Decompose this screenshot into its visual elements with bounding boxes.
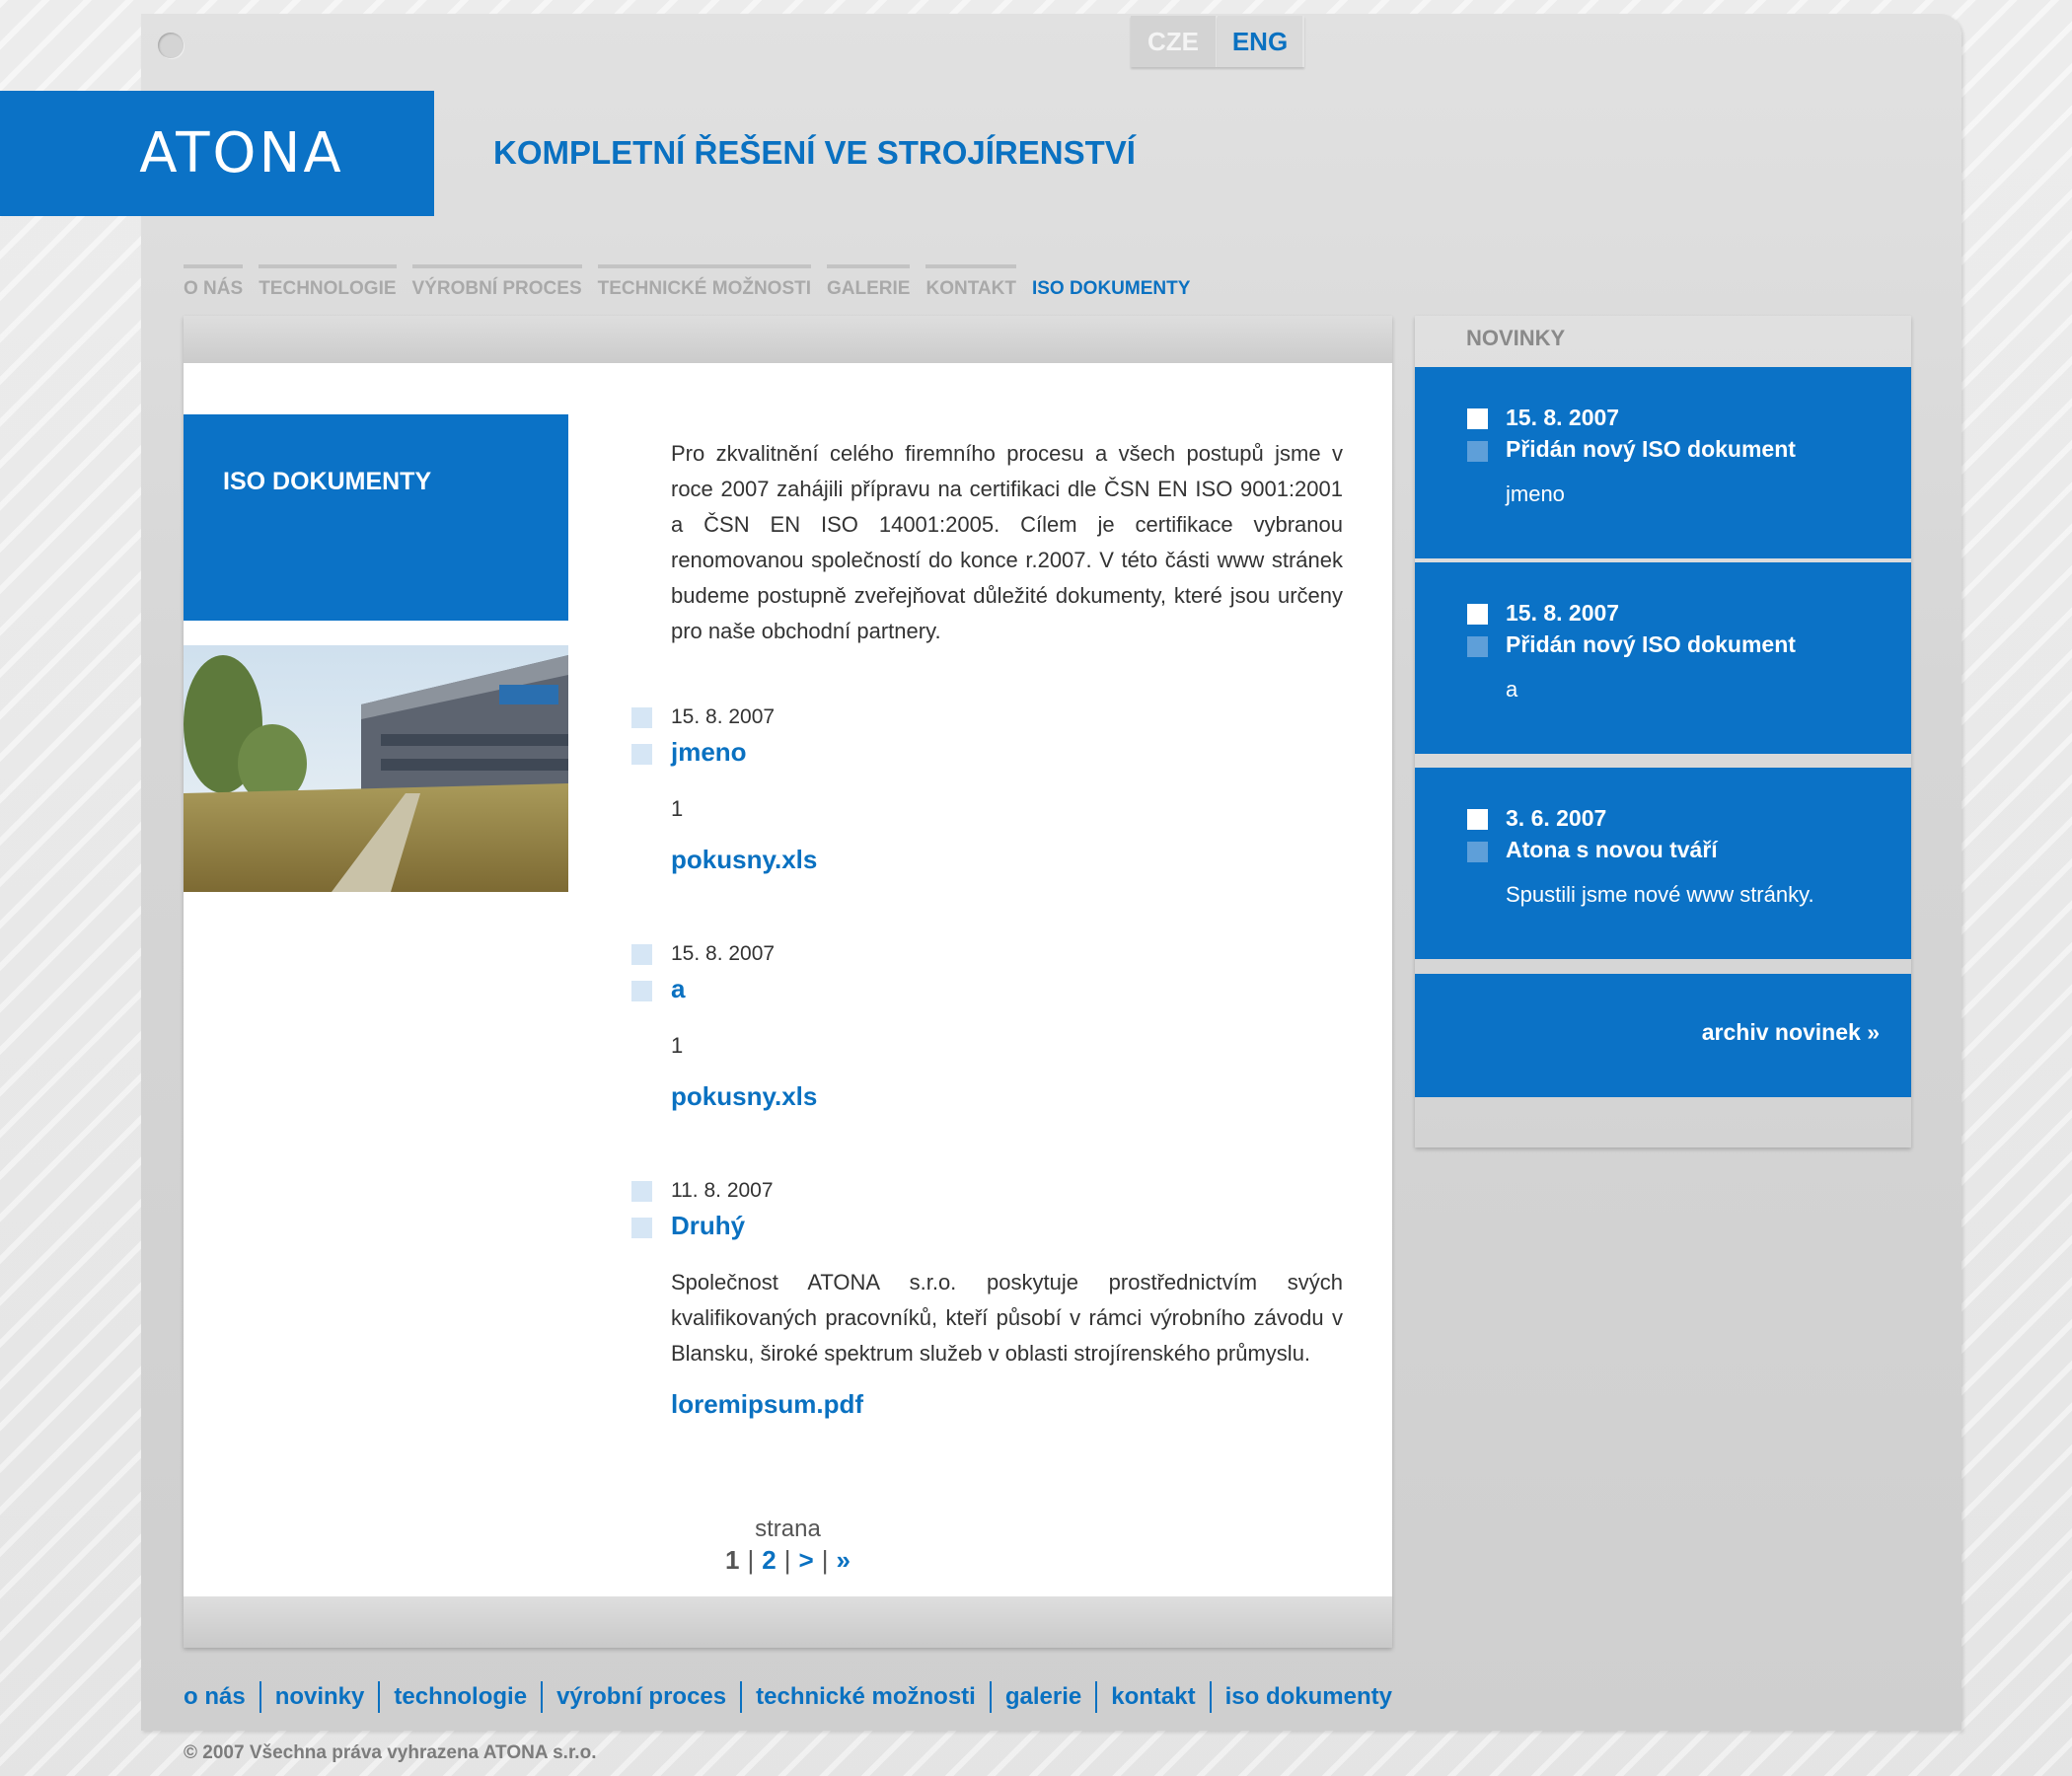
logo-text: ATONA xyxy=(139,121,344,185)
pagination xyxy=(184,1516,1392,1576)
news-item[interactable] xyxy=(1415,367,1911,558)
lang-eng-button[interactable]: ENG xyxy=(1218,16,1304,67)
main-content-panel xyxy=(184,316,1392,1648)
document-entry xyxy=(631,701,1343,875)
news-body: Spustili jsme nové www stránky. xyxy=(1506,882,1814,907)
document-title-link[interactable]: Druhý xyxy=(671,1211,746,1240)
document-file-link[interactable]: pokusny.xls xyxy=(671,845,818,874)
building-photo xyxy=(184,645,568,892)
copyright-text: © 2007 Všechna práva vyhrazena ATONA s.r.o. xyxy=(184,1742,597,1763)
news-date: 15. 8. 2007 xyxy=(1506,600,1620,626)
news-date: 15. 8. 2007 xyxy=(1506,405,1620,430)
document-file-link[interactable]: pokusny.xls xyxy=(671,1081,818,1111)
page-next-link[interactable]: > xyxy=(798,1545,814,1575)
news-square-icon xyxy=(1467,636,1488,657)
news-square-icon xyxy=(1467,809,1488,830)
news-square-icon xyxy=(1467,441,1488,462)
pager-separator: | xyxy=(783,1545,791,1575)
page-2-link[interactable]: 2 xyxy=(762,1545,777,1575)
lang-cze-button[interactable]: CZE xyxy=(1131,16,1218,67)
document-entry xyxy=(631,1174,1343,1420)
pagination-label: strana xyxy=(755,1516,821,1542)
document-entry xyxy=(631,937,1343,1112)
pager-separator: | xyxy=(747,1545,755,1575)
footer-separator xyxy=(990,1681,992,1713)
bullet-square-icon xyxy=(631,981,652,1001)
building-photo-image xyxy=(184,645,568,892)
news-square-icon xyxy=(1467,408,1488,429)
site-tagline: KOMPLETNÍ ŘEŠENÍ VE STROJÍRENSTVÍ xyxy=(493,134,1136,171)
panel-top-bar xyxy=(184,316,1392,363)
footer-link-vyrobni-proces[interactable]: výrobní proces xyxy=(556,1683,727,1710)
footer-link-kontakt[interactable]: kontakt xyxy=(1111,1683,1196,1710)
news-item[interactable] xyxy=(1415,768,1911,959)
footer-separator xyxy=(541,1681,543,1713)
footer-separator xyxy=(1095,1681,1097,1713)
document-title-link[interactable]: a xyxy=(671,974,686,1003)
intro-paragraph: Pro zkvalitnění celého firemního procesu a všech postupů jsme v roce 2007 zahájili přípravu na certifikaci dle ČSN EN ISO 9001:2001 a ČSN EN ISO 14001:2005. Cílem je certifikace vybranou renomovanou společností do konce r.2007. V této části www stránek budeme postupně zveřejňovat důležité dokumenty, které jsou určeny pro naše obchodní partnery. xyxy=(671,441,1343,643)
document-body: 1 xyxy=(671,796,684,821)
pager-separator: | xyxy=(821,1545,829,1575)
news-item[interactable] xyxy=(1415,562,1911,754)
news-square-icon xyxy=(1467,842,1488,862)
footer-link-o-nas[interactable]: o nás xyxy=(184,1683,246,1710)
document-date: 11. 8. 2007 xyxy=(671,1179,774,1202)
frame-dot-decoration xyxy=(158,33,184,58)
document-file-link[interactable]: loremipsum.pdf xyxy=(671,1389,864,1419)
footer-link-technicke-moznosti[interactable]: technické možnosti xyxy=(756,1683,976,1710)
footer-separator xyxy=(259,1681,261,1713)
footer-nav xyxy=(184,1681,1392,1713)
document-date: 15. 8. 2007 xyxy=(671,942,776,965)
footer-separator xyxy=(740,1681,742,1713)
language-switch xyxy=(1131,16,1304,67)
news-body: a xyxy=(1506,677,1518,702)
logo-box[interactable] xyxy=(0,91,434,216)
footer-link-novinky[interactable]: novinky xyxy=(274,1683,365,1710)
main-nav xyxy=(184,264,1206,300)
nav-item-kontakt[interactable]: KONTAKT xyxy=(925,264,1015,300)
panel-bottom-bar xyxy=(184,1596,1392,1648)
document-body: Společnost ATONA s.r.o. poskytuje prostřednictvím svých kvalifikovaných pracovníků, kteří působí v rámci výrobního závodu v Blansku, široké spektrum služeb v oblasti strojírenského průmyslu. xyxy=(671,1270,1343,1366)
nav-item-galerie[interactable]: GALERIE xyxy=(827,264,910,300)
bullet-square-icon xyxy=(631,1181,652,1202)
news-heading: NOVINKY xyxy=(1466,326,1566,350)
footer-link-galerie[interactable]: galerie xyxy=(1004,1683,1082,1710)
news-archive-box xyxy=(1415,974,1911,1097)
news-title[interactable]: Přidán nový ISO dokument xyxy=(1506,631,1796,657)
document-body: 1 xyxy=(671,1033,684,1058)
bullet-square-icon xyxy=(631,944,652,965)
news-body: jmeno xyxy=(1506,481,1565,506)
nav-item-o-nas[interactable]: O NÁS xyxy=(184,264,243,300)
footer-separator xyxy=(1210,1681,1212,1713)
footer-link-technologie[interactable]: technologie xyxy=(394,1683,528,1710)
news-title[interactable]: Přidán nový ISO dokument xyxy=(1506,436,1796,462)
news-square-icon xyxy=(1467,604,1488,625)
document-date: 15. 8. 2007 xyxy=(671,705,776,728)
news-title[interactable]: Atona s novou tváří xyxy=(1506,837,1718,862)
page-last-link[interactable]: » xyxy=(836,1545,851,1575)
document-title-link[interactable]: jmeno xyxy=(671,737,747,767)
footer-link-iso-dokumenty[interactable]: iso dokumenty xyxy=(1224,1683,1392,1710)
news-date: 3. 6. 2007 xyxy=(1506,805,1607,831)
footer-separator xyxy=(378,1681,380,1713)
bullet-square-icon xyxy=(631,744,652,765)
section-heading-box xyxy=(184,414,568,621)
nav-item-technologie[interactable]: TECHNOLOGIE xyxy=(259,264,396,300)
news-archive-link[interactable]: archiv novinek » xyxy=(1701,1019,1880,1045)
page-current: 1 xyxy=(725,1545,740,1575)
nav-item-vyrobni-proces[interactable]: VÝROBNÍ PROCES xyxy=(412,264,582,300)
bullet-square-icon xyxy=(631,707,652,728)
bullet-square-icon xyxy=(631,1218,652,1238)
nav-item-technicke-moznosti[interactable]: TECHNICKÉ MOŽNOSTI xyxy=(598,264,811,300)
section-title: ISO DOKUMENTY xyxy=(223,468,432,495)
nav-item-iso-dokumenty[interactable]: ISO DOKUMENTY xyxy=(1031,278,1191,299)
news-sidebar xyxy=(1415,316,1911,1147)
